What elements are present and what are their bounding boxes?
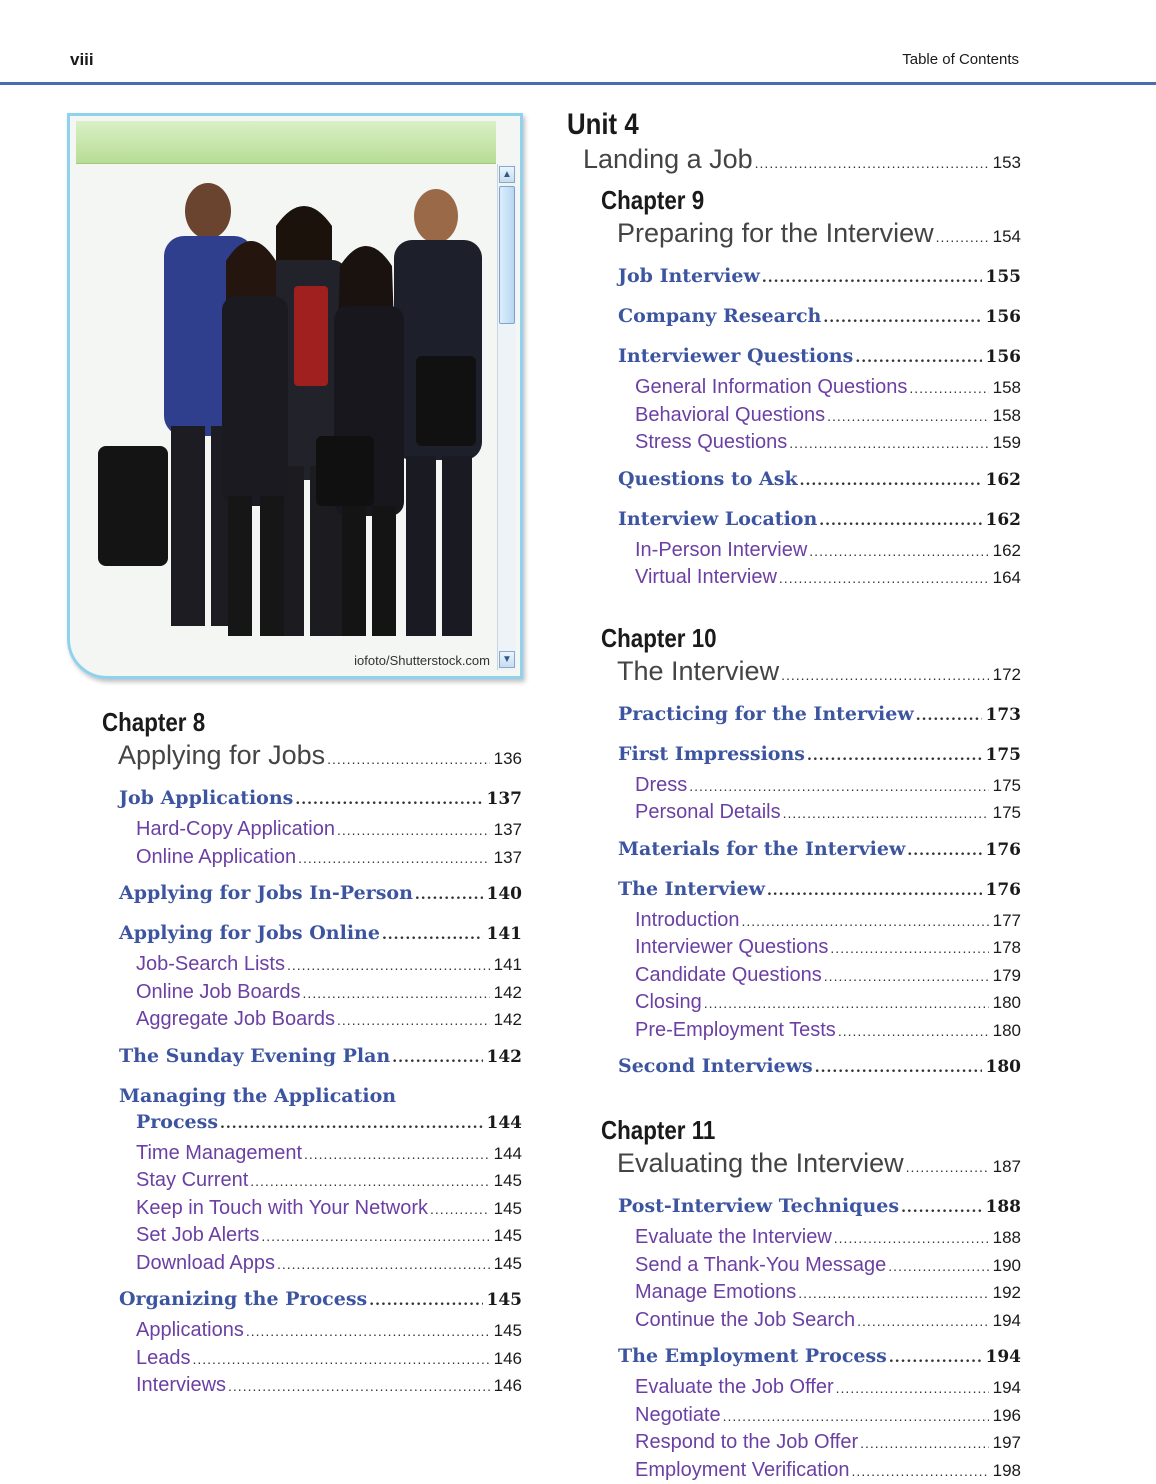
toc-section[interactable] bbox=[102, 877, 522, 911]
toc-subsection-text: Aggregate Job Boards bbox=[136, 1006, 335, 1033]
toc-subsection[interactable] bbox=[102, 979, 522, 1007]
toc-subsection-page: 190 bbox=[993, 1253, 1021, 1280]
toc-section-text: The Sunday Evening Plan bbox=[119, 1040, 390, 1072]
toc-section-text: Interview Location bbox=[618, 503, 817, 535]
toc-section-line1: Managing the Application bbox=[102, 1080, 522, 1112]
leader-dots bbox=[800, 465, 982, 497]
toc-subsection-page: 178 bbox=[993, 935, 1021, 962]
toc-section[interactable] bbox=[567, 340, 1021, 374]
leader-dots bbox=[824, 963, 989, 990]
leader-dots bbox=[798, 1280, 988, 1307]
toc-section[interactable] bbox=[567, 1190, 1021, 1224]
toc-subsection[interactable] bbox=[567, 1374, 1021, 1402]
toc-subsection[interactable] bbox=[567, 799, 1021, 827]
toc-subsection-text: Candidate Questions bbox=[635, 962, 822, 989]
leader-dots bbox=[783, 800, 989, 827]
toc-section-page: 145 bbox=[487, 1284, 523, 1316]
toc-subsection[interactable] bbox=[102, 1372, 522, 1400]
toc-section-text: Practicing for the Interview bbox=[618, 698, 914, 730]
toc-subsection[interactable] bbox=[102, 1345, 522, 1373]
leader-dots bbox=[762, 262, 982, 294]
toc-subsection-text: Employment Verification bbox=[635, 1457, 850, 1484]
leader-dots bbox=[704, 990, 989, 1017]
leader-dots bbox=[789, 430, 988, 457]
toc-subsection-text: Download Apps bbox=[136, 1250, 275, 1277]
leader-dots bbox=[337, 817, 490, 844]
running-header: Table of Contents bbox=[902, 51, 1019, 68]
toc-section[interactable] bbox=[567, 260, 1021, 294]
toc-subsection[interactable] bbox=[567, 1402, 1021, 1430]
leader-dots bbox=[304, 1141, 490, 1168]
toc-section[interactable] bbox=[567, 873, 1021, 907]
toc-subsection[interactable] bbox=[102, 1222, 522, 1250]
toc-section[interactable] bbox=[102, 1283, 522, 1317]
toc-section-text: Questions to Ask bbox=[618, 463, 798, 495]
toc-subsection-page: 142 bbox=[494, 1007, 522, 1034]
toc-subsection[interactable] bbox=[102, 816, 522, 844]
unit-4-toc bbox=[567, 108, 1021, 1484]
toc-section-text: Job Applications bbox=[119, 782, 293, 814]
leader-dots bbox=[827, 403, 989, 430]
chapter-name-page: 136 bbox=[494, 742, 522, 776]
toc-section-text: Company Research bbox=[618, 300, 821, 332]
toc-subsection[interactable] bbox=[567, 402, 1021, 430]
toc-subsection-page: 159 bbox=[993, 430, 1021, 457]
leader-dots bbox=[916, 700, 982, 732]
leader-dots bbox=[261, 1223, 489, 1250]
toc-subsection-text: Stress Questions bbox=[635, 429, 787, 456]
header-rule bbox=[0, 82, 1156, 85]
toc-section-text: Applying for Jobs Online bbox=[119, 917, 380, 949]
leader-dots bbox=[809, 538, 988, 565]
unit-subtitle[interactable] bbox=[567, 142, 1021, 180]
toc-section-text: The Interview bbox=[618, 873, 765, 905]
leader-dots bbox=[855, 342, 981, 374]
toc-subsection[interactable] bbox=[567, 772, 1021, 800]
toc-subsection-text: In-Person Interview bbox=[635, 537, 807, 564]
leader-dots bbox=[834, 1225, 989, 1252]
toc-subsection[interactable] bbox=[567, 962, 1021, 990]
toc-section-page: 162 bbox=[986, 464, 1022, 496]
toc-section-page: 176 bbox=[986, 874, 1022, 906]
toc-subsection-page: 145 bbox=[494, 1168, 522, 1195]
toc-subsection-page: 144 bbox=[494, 1141, 522, 1168]
leader-dots bbox=[295, 784, 482, 816]
leader-dots bbox=[815, 1052, 982, 1084]
leader-dots bbox=[823, 302, 981, 334]
toc-section[interactable] bbox=[567, 698, 1021, 732]
toc-subsection-page: 158 bbox=[993, 375, 1021, 402]
toc-section[interactable] bbox=[567, 738, 1021, 772]
toc-subsection-text: Personal Details bbox=[635, 799, 781, 826]
chapter-name[interactable] bbox=[567, 654, 1021, 692]
chapter-8-toc bbox=[102, 706, 522, 1400]
toc-subsection-page: 175 bbox=[993, 800, 1021, 827]
toc-subsection-text: Interviews bbox=[136, 1372, 226, 1399]
chapter-name-text: Evaluating the Interview bbox=[617, 1146, 904, 1180]
toc-subsection-page: 145 bbox=[494, 1196, 522, 1223]
leader-dots bbox=[287, 952, 490, 979]
toc-subsection[interactable] bbox=[567, 1252, 1021, 1280]
leader-dots bbox=[830, 935, 988, 962]
toc-subsection[interactable] bbox=[567, 907, 1021, 935]
toc-subsection-page: 175 bbox=[993, 773, 1021, 800]
toc-subsection[interactable] bbox=[567, 989, 1021, 1017]
toc-subsection-page: 164 bbox=[993, 565, 1021, 592]
toc-subsection-text: Dress bbox=[635, 772, 687, 799]
leader-dots bbox=[889, 1342, 982, 1374]
chapter-name[interactable] bbox=[102, 738, 522, 776]
toc-subsection-text: Stay Current bbox=[136, 1167, 248, 1194]
chapter-name-page: 187 bbox=[993, 1150, 1021, 1184]
chapter-title: Chapter 9 bbox=[601, 184, 962, 216]
toc-section-text: Materials for the Interview bbox=[618, 833, 905, 865]
toc-subsection-page: 198 bbox=[993, 1458, 1021, 1484]
toc-subsection-text: Time Management bbox=[136, 1140, 302, 1167]
toc-subsection[interactable] bbox=[567, 1224, 1021, 1252]
leader-dots bbox=[382, 919, 483, 951]
toc-section-line2-page: 144 bbox=[487, 1107, 523, 1139]
leader-dots bbox=[742, 908, 989, 935]
toc-section[interactable] bbox=[567, 503, 1021, 537]
toc-subsection[interactable] bbox=[102, 951, 522, 979]
leader-dots bbox=[246, 1318, 490, 1345]
leader-dots bbox=[303, 980, 490, 1007]
leader-dots bbox=[781, 658, 989, 692]
leader-dots bbox=[755, 146, 989, 180]
toc-subsection-text: Respond to the Job Offer bbox=[635, 1429, 858, 1456]
toc-subsection[interactable] bbox=[102, 1167, 522, 1195]
toc-section-line2[interactable] bbox=[102, 1106, 522, 1140]
scroll-down-icon[interactable]: ▼ bbox=[499, 651, 515, 668]
leader-dots bbox=[193, 1346, 490, 1373]
toc-subsection-text: Virtual Interview bbox=[635, 564, 777, 591]
page-number: viii bbox=[70, 50, 94, 70]
toc-section-text: Applying for Jobs In-Person bbox=[119, 877, 413, 909]
toc-section-page: 137 bbox=[487, 783, 523, 815]
toc-subsection-page: 137 bbox=[494, 845, 522, 872]
leader-dots bbox=[723, 1403, 989, 1430]
chapter-title: Chapter 11 bbox=[601, 1114, 962, 1146]
chapter-name-text: The Interview bbox=[617, 654, 779, 688]
leader-dots bbox=[901, 1192, 981, 1224]
toc-subsection-page: 194 bbox=[993, 1375, 1021, 1402]
toc-subsection-text: Send a Thank-You Message bbox=[635, 1252, 886, 1279]
leader-dots bbox=[936, 220, 989, 254]
toc-subsection-page: 145 bbox=[494, 1318, 522, 1345]
toc-section-text: Post-Interview Techniques bbox=[618, 1190, 899, 1222]
toc-subsection-text: Interviewer Questions bbox=[635, 934, 828, 961]
toc-subsection-page: 162 bbox=[993, 538, 1021, 565]
toc-subsection-text: Continue the Job Search bbox=[635, 1307, 855, 1334]
toc-subsection-page: 180 bbox=[993, 1018, 1021, 1045]
toc-subsection-text: Manage Emotions bbox=[635, 1279, 796, 1306]
toc-subsection-page: 145 bbox=[494, 1223, 522, 1250]
toc-subsection-page: 197 bbox=[993, 1430, 1021, 1457]
toc-subsection-text: Job-Search Lists bbox=[136, 951, 285, 978]
toc-section-text: Interviewer Questions bbox=[618, 340, 853, 372]
leader-dots bbox=[327, 742, 490, 776]
leader-dots bbox=[888, 1253, 988, 1280]
chapter-name-page: 172 bbox=[993, 658, 1021, 692]
chapter-title: Chapter 8 bbox=[102, 706, 463, 738]
toc-subsection[interactable] bbox=[102, 1250, 522, 1278]
toc-subsection[interactable] bbox=[567, 1307, 1021, 1335]
unit-subtitle-text: Landing a Job bbox=[583, 142, 753, 176]
leader-dots bbox=[767, 875, 982, 907]
chapter-name-text: Preparing for the Interview bbox=[617, 216, 934, 250]
toc-subsection-text: Negotiate bbox=[635, 1402, 721, 1429]
toc-subsection-text: Hard-Copy Application bbox=[136, 816, 335, 843]
toc-subsection-text: Online Job Boards bbox=[136, 979, 301, 1006]
toc-section-text: Second Interviews bbox=[618, 1050, 813, 1082]
toc-subsection-page: 179 bbox=[993, 963, 1021, 990]
toc-subsection-text: Online Application bbox=[136, 844, 296, 871]
photo-scrollbar[interactable] bbox=[497, 164, 516, 670]
toc-subsection-text: Behavioral Questions bbox=[635, 402, 825, 429]
toc-subsection-page: 146 bbox=[494, 1373, 522, 1400]
unit-subtitle-page: 153 bbox=[993, 146, 1021, 180]
toc-subsection-text: Introduction bbox=[635, 907, 740, 934]
toc-subsection[interactable] bbox=[102, 1195, 522, 1223]
photo-title-bar bbox=[76, 121, 496, 164]
toc-section-text: Job Interview bbox=[618, 260, 760, 292]
leader-dots bbox=[907, 835, 981, 867]
chapter-name-page: 154 bbox=[993, 220, 1021, 254]
toc-subsection-text: Keep in Touch with Your Network bbox=[136, 1195, 428, 1222]
toc-subsection[interactable] bbox=[567, 429, 1021, 457]
toc-section-text: The Employment Process bbox=[618, 1340, 887, 1372]
toc-subsection[interactable] bbox=[567, 374, 1021, 402]
group-photo bbox=[76, 166, 496, 666]
chapter-name-text: Applying for Jobs bbox=[118, 738, 325, 772]
chapter-name[interactable] bbox=[567, 1146, 1021, 1184]
leader-dots bbox=[228, 1373, 490, 1400]
toc-section[interactable] bbox=[567, 1050, 1021, 1084]
toc-subsection[interactable] bbox=[567, 934, 1021, 962]
toc-subsection-page: 196 bbox=[993, 1403, 1021, 1430]
toc-subsection-page: 146 bbox=[494, 1346, 522, 1373]
photo-credit: iofoto/Shutterstock.com bbox=[354, 653, 490, 668]
toc-subsection[interactable] bbox=[567, 1017, 1021, 1045]
toc-subsection-page: 188 bbox=[993, 1225, 1021, 1252]
leader-dots bbox=[906, 1150, 989, 1184]
toc-subsection-page: 177 bbox=[993, 908, 1021, 935]
toc-subsection-text: Evaluate the Interview bbox=[635, 1224, 832, 1251]
toc-subsection-page: 192 bbox=[993, 1280, 1021, 1307]
toc-section-page: 162 bbox=[986, 504, 1022, 536]
toc-subsection[interactable] bbox=[567, 537, 1021, 565]
photo-panel bbox=[67, 113, 523, 679]
toc-subsection-text: Closing bbox=[635, 989, 702, 1016]
toc-subsection[interactable] bbox=[102, 1140, 522, 1168]
scroll-up-icon[interactable]: ▲ bbox=[499, 166, 515, 183]
toc-subsection[interactable] bbox=[567, 1279, 1021, 1307]
toc-subsection-text: Applications bbox=[136, 1317, 244, 1344]
leader-dots bbox=[857, 1308, 988, 1335]
toc-section[interactable] bbox=[102, 782, 522, 816]
chapter-name[interactable] bbox=[567, 216, 1021, 254]
leader-dots bbox=[337, 1007, 490, 1034]
leader-dots bbox=[909, 375, 988, 402]
toc-subsection-page: 158 bbox=[993, 403, 1021, 430]
leader-dots bbox=[860, 1430, 989, 1457]
toc-section[interactable] bbox=[567, 300, 1021, 334]
leader-dots bbox=[836, 1375, 989, 1402]
unit-title: Unit 4 bbox=[567, 108, 957, 142]
toc-subsection[interactable] bbox=[102, 844, 522, 872]
toc-section-page: 176 bbox=[986, 834, 1022, 866]
toc-section-page: 194 bbox=[986, 1341, 1022, 1373]
toc-subsection[interactable] bbox=[102, 1317, 522, 1345]
leader-dots bbox=[220, 1108, 482, 1140]
toc-section-page: 173 bbox=[986, 699, 1022, 731]
toc-section-page: 188 bbox=[986, 1191, 1022, 1223]
leader-dots bbox=[689, 773, 988, 800]
toc-subsection-page: 141 bbox=[494, 952, 522, 979]
toc-subsection[interactable] bbox=[102, 1006, 522, 1034]
toc-subsection-page: 145 bbox=[494, 1251, 522, 1278]
toc-subsection-text: Leads bbox=[136, 1345, 191, 1372]
toc-section[interactable] bbox=[567, 1340, 1021, 1374]
toc-section-page: 156 bbox=[986, 341, 1022, 373]
leader-dots bbox=[298, 845, 490, 872]
toc-subsection-page: 194 bbox=[993, 1308, 1021, 1335]
leader-dots bbox=[807, 740, 982, 772]
toc-subsection-text: General Information Questions bbox=[635, 374, 907, 401]
toc-subsection[interactable] bbox=[567, 1457, 1021, 1484]
leader-dots bbox=[852, 1458, 989, 1484]
leader-dots bbox=[415, 879, 483, 911]
toc-subsection[interactable] bbox=[567, 1429, 1021, 1457]
leader-dots bbox=[430, 1196, 490, 1223]
toc-section[interactable] bbox=[102, 1040, 522, 1074]
leader-dots bbox=[277, 1251, 490, 1278]
toc-section-text: First Impressions bbox=[618, 738, 805, 770]
leader-dots bbox=[838, 1018, 989, 1045]
toc-section-page: 156 bbox=[986, 301, 1022, 333]
toc-subsection-page: 142 bbox=[494, 980, 522, 1007]
toc-section[interactable] bbox=[567, 463, 1021, 497]
toc-section-page: 180 bbox=[986, 1051, 1022, 1083]
toc-section-page: 142 bbox=[487, 1041, 523, 1073]
toc-subsection[interactable] bbox=[567, 564, 1021, 592]
toc-section-text: Organizing the Process bbox=[119, 1283, 367, 1315]
toc-section-line2-text: Process bbox=[136, 1106, 218, 1138]
toc-section-page: 141 bbox=[487, 918, 523, 950]
toc-section[interactable] bbox=[567, 833, 1021, 867]
leader-dots bbox=[250, 1168, 489, 1195]
toc-subsection-text: Set Job Alerts bbox=[136, 1222, 259, 1249]
toc-subsection-page: 137 bbox=[494, 817, 522, 844]
toc-section[interactable] bbox=[102, 917, 522, 951]
toc-subsection-text: Evaluate the Job Offer bbox=[635, 1374, 834, 1401]
toc-section-page: 140 bbox=[487, 878, 523, 910]
leader-dots bbox=[392, 1042, 482, 1074]
chapter-title: Chapter 10 bbox=[601, 622, 962, 654]
leader-dots bbox=[819, 505, 981, 537]
toc-subsection-page: 180 bbox=[993, 990, 1021, 1017]
toc-section-page: 155 bbox=[986, 261, 1022, 293]
leader-dots bbox=[369, 1285, 482, 1317]
leader-dots bbox=[779, 565, 989, 592]
toc-subsection-text: Pre-Employment Tests bbox=[635, 1017, 836, 1044]
scroll-thumb[interactable] bbox=[499, 186, 515, 324]
toc-section-page: 175 bbox=[986, 739, 1022, 771]
